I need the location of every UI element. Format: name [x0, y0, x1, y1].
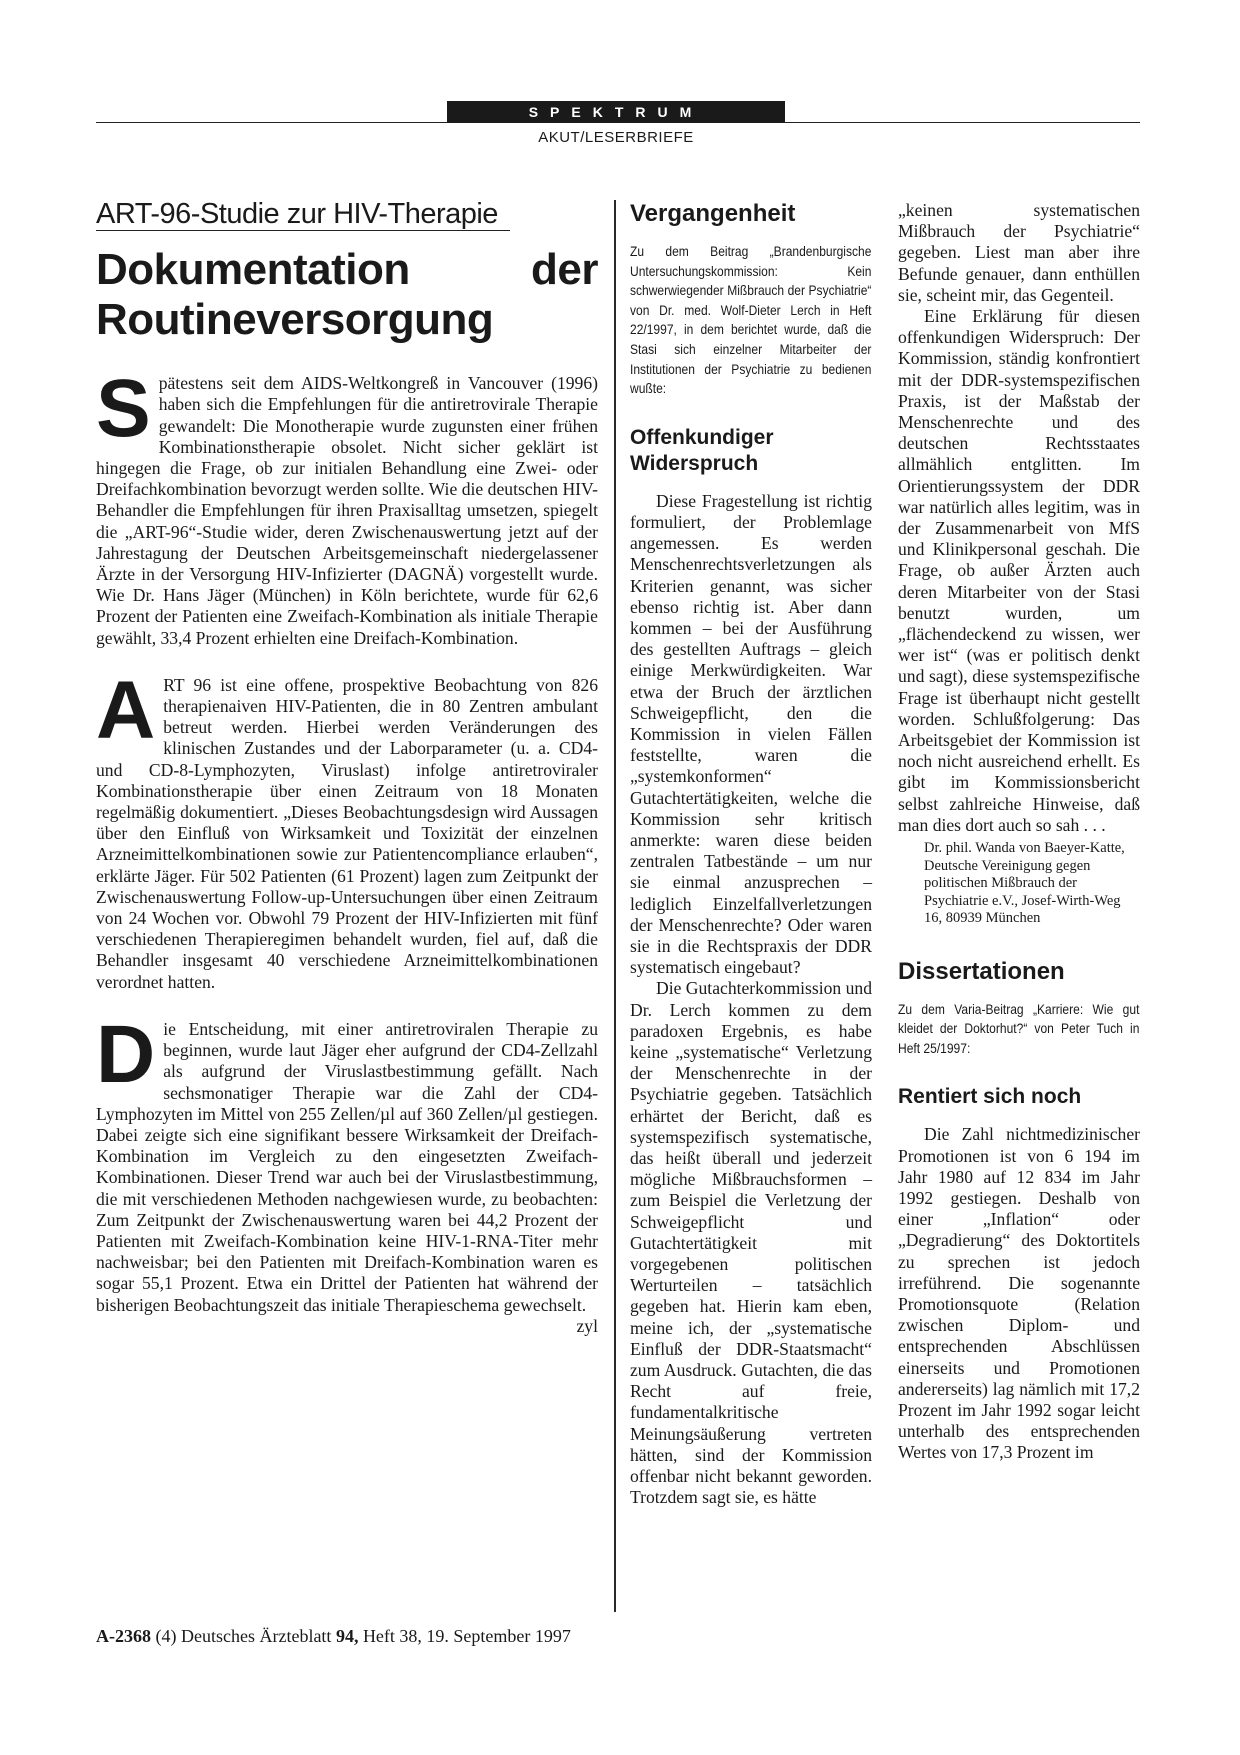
letter-heading: Dissertationen — [898, 957, 1065, 985]
article-headline: Dokumentation der Routineversorgung — [96, 245, 598, 345]
letter-subheading: Rentiert sich noch — [898, 1085, 1082, 1109]
article-paragraph-2: ART 96 ist eine offene, prospektive Beobachtung von 826 therapienaiven HIV-Patienten, die in 80 Zentren ambulant betreut werden. Hierbei werden Veränderungen des klinischen Zustandes und der Laborparameter (u. a. CD4- und CD-8-Lymphozyten, Viruslast) infolge antiretroviraler Kombinationstherapie über einen Zeitraum von 18 Monaten regelmäßig dokumentiert. „Dieses Beobachtungsdesign wird Aussagen über den Einfluß von Wirksamkeit und Toxizität der einzelnen Arzneimittelkombinationen sowie zur Patientencompliance erlauben“, erklärte Jäger. Für 502 Patienten (61 Prozent) lagen zum Zeitpunkt der Zwischenauswertung Follow-up-Untersuchungen über einen Zeitraum von 24 Wochen vor. Obwohl 79 Prozent der HIV-Infizierten mit fünf verschiedenen Therapieregimen behandelt wurden, fiel auf, daß die Behandler insgesamt 40 verschiedene Arzneimittelkombinationen verordnet hatten. — [96, 664, 598, 992]
article-column — [96, 200, 598, 1337]
letter-paragraph: „keinen systematischen Mißbrauch der Psychiatrie“ gegeben. Liest man aber ihre Befunde genauer, dann enthüllen sie, scheint mir, das Gegenteil. — [898, 200, 1140, 305]
letter-paragraph: Diese Fragestellung ist richtig formuliert, der Problemlage angemessen. Es werden Menschenrechtsverletzungen als Kriterien genannt, was sicher ebenso richtig ist. Aber dann kommen – bei der Ausführung des gestellten Auftrags – gleich einige Merkwürdigkeiten. War etwa der Bruch der ärztlichen Schweigepflicht, den die Kommission in vielen Fällen feststellte, waren die „systemkonformen“ Gutachtertätigkeiten, welche die Kommission sehr kritisch anmerkte: waren diese beiden zentralen Tatbestände – um nur sie einmal anzusprechen – lediglich Einzelfallverletzungen der Menschenrechte? Oder waren sie in die Rechtspraxis der DDR systematisch eingebaut? — [630, 490, 872, 978]
letters-column-right — [898, 200, 1140, 1464]
section-label: SPEKTRUM — [447, 101, 785, 123]
letter-intro: Zu dem Varia-Beitrag „Karriere: Wie gut kleidet der Doktorhut?“ von Peter Tuch in Heft 25/1997: — [898, 1000, 1140, 1056]
drop-cap: A — [96, 664, 156, 756]
drop-cap: D — [96, 1008, 156, 1100]
column-divider — [614, 200, 616, 1612]
page-footer — [96, 1626, 571, 1647]
letter-author: Dr. phil. Wanda von Baeyer-Katte, Deutsche Vereinigung gegen politischen Mißbrauch der Psychiatrie e.V., Josef-Wirth-Weg 16, 80939 München — [924, 840, 1125, 927]
letter-heading: Vergangenheit — [630, 200, 796, 227]
issue-info: (4) Deutsches Ärzteblatt 94, Heft 38, 19. September 1997 — [155, 1626, 571, 1646]
drop-cap: S — [96, 363, 151, 455]
letter-paragraph: Die Zahl nichtmedizinischer Promotionen ist von 6 194 im Jahr 1980 auf 12 834 im Jahr 1992 gestiegen. Deshalb von einer „Inflation“ oder „Degradierung“ des Doktortitels zu sprechen ist jedoch irreführend. Die sogenannte Promotionsquote (Relation zwischen Diplom- und entsprechenden Abschlüssen einerseits und Promotionen andererseits) lag nämlich mit 17,2 Prozent im Jahr 1992 sogar leicht unterhalb des entsprechenden Wertes von 17,3 Prozent im — [898, 1124, 1140, 1463]
article-paragraph-1: Spätestens seit dem AIDS-Weltkongreß in Vancouver (1996) haben sich die Empfehlungen für die antiretrovirale Therapie gewandelt: Die Monotherapie wurde zugunsten einer frühen Kombinationstherapie obsolet. Nicht sicher geklärt ist hingegen die Frage, ob zur initialen Behandlung eine Zwei- oder Dreifachkombination bevorzugt werden sollte. Wie die deutschen HIV-Behandler die Empfehlungen für ihren Praxisalltag umsetzen, spiegelt die „ART-96“-Studie wider, deren Zwischenauswertung jetzt auf der Jahrestagung der Deutschen Arbeitsgemeinschaft niedergelassener Ärzte in der Versorgung HIV-Infizierter (DAGNÄ) vorgestellt wurde. Wie Dr. Hans Jäger (München) in Köln berichtete, wurde für 62,6 Prozent der Patienten eine Zweifach-Kombination als initiale Therapie gewählt, 33,4 Prozent erhielten eine Dreifach-Kombination. — [96, 363, 598, 648]
article-signature: zyl — [576, 1315, 598, 1336]
letter-column — [630, 200, 872, 1509]
subsection-label: AKUT/LESERBRIEFE — [538, 129, 694, 146]
letter-paragraph: Die Gutachterkommission und Dr. Lerch kommen zu dem paradoxen Ergebnis, es habe keine „systematische“ Verletzung der Menschenrechte in der Psychiatrie gegeben. Tatsächlich erhärtet der Bericht, daß es systemspezifisch systematische, das heißt überall und jederzeit mögliche Mißbrauchsformen – zum Beispiel die Verletzung der Schweigepflicht und Gutachtertätigkeit mit vorgegebenen politischen Werturteilen – tatsächlich gegeben hat. Hierin kam eben, meine ich, der „systematische Einfluß der DDR-Staatsmacht“ zum Ausdruck. Gutachten, die das Recht auf freie, fundamentalkritische Meinungsäußerung vertreten hätten, sind der Kommission offenbar nicht bekannt geworden. Trotzdem sagt sie, es hätte — [630, 978, 872, 1508]
article-overline: ART-96-Studie zur HIV-Therapie — [96, 204, 510, 231]
article-paragraph-3: Die Entscheidung, mit einer antiretroviralen Therapie zu beginnen, wurde laut Jäger eher aufgrund der CD4-Zellzahl als aufgrund der Viruslastbestimmung gefällt. Nach sechsmonatiger Therapie war die Zahl der CD4-Lymphozyten im Mittel von 255 Zellen/µl auf 360 Zellen/µl gestiegen. Dabei zeigte sich eine signifikant bessere Wirksamkeit der Dreifach-Kombination im Vergleich zu den eingesetzten Zweifach-Kombinationen. Dieser Trend war auch bei der Viruslastbestimmung, die mit verschiedenen Methoden nachgewiesen wurde, zu beobachten: Zum Zeitpunkt der Zwischenauswertung waren bei 44,2 Prozent der Patienten mit Zweifach-Kombination keine HIV-1-RNA-Titer mehr nachweisbar; bei den Patienten mit Dreifach-Kombination waren es sogar 55,1 Prozent. Etwa ein Drittel der Patienten hat während der bisherigen Beobachtungszeit das initiale Therapieschema gewechselt. zyl — [96, 1008, 598, 1336]
page-number: A-2368 — [96, 1626, 151, 1646]
letter-subheading: Offenkundiger Widerspruch — [630, 425, 774, 475]
letter-intro: Zu dem Beitrag „Brandenburgische Untersuchungskommission: Kein schwerwiegender Mißbrauch der Psychiatrie“ von Dr. med. Wolf-Dieter Lerch in Heft 22/1997, in dem berichtet wurde, daß die Stasi sich einzelner Mitarbeiter der Institutionen der Psychiatrie zu bedienen wußte: — [630, 243, 872, 397]
letter-paragraph: Eine Erklärung für diesen offenkundigen Widerspruch: Der Kommission, ständig konfrontiert mit der DDR-systemspezifischen Praxis, ist der Maßstab der Menschenrechte und des deutschen Rechtsstaates allmählich entglitten. Im Orientierungssystem der DDR war natürlich alles legitim, was in der Zusammenarbeit von MfS und Klinikpersonal geschah. Die Frage, ob außer Ärzten auch deren Mitarbeiter von der Stasi benutzt wurden, um „flächendeckend zu wissen, wer wer ist“ (was er politisch denkt und sagt), diese systemspezifische Frage ist überhaupt nicht gestellt worden. Schlußfolgerung: Das Arbeitsgebiet der Kommission ist noch nicht ausreichend erhellt. Es gibt im Kommissionsbericht selbst zahlreiche Hinweise, daß man dies dort auch so sah . . . — [898, 306, 1140, 835]
